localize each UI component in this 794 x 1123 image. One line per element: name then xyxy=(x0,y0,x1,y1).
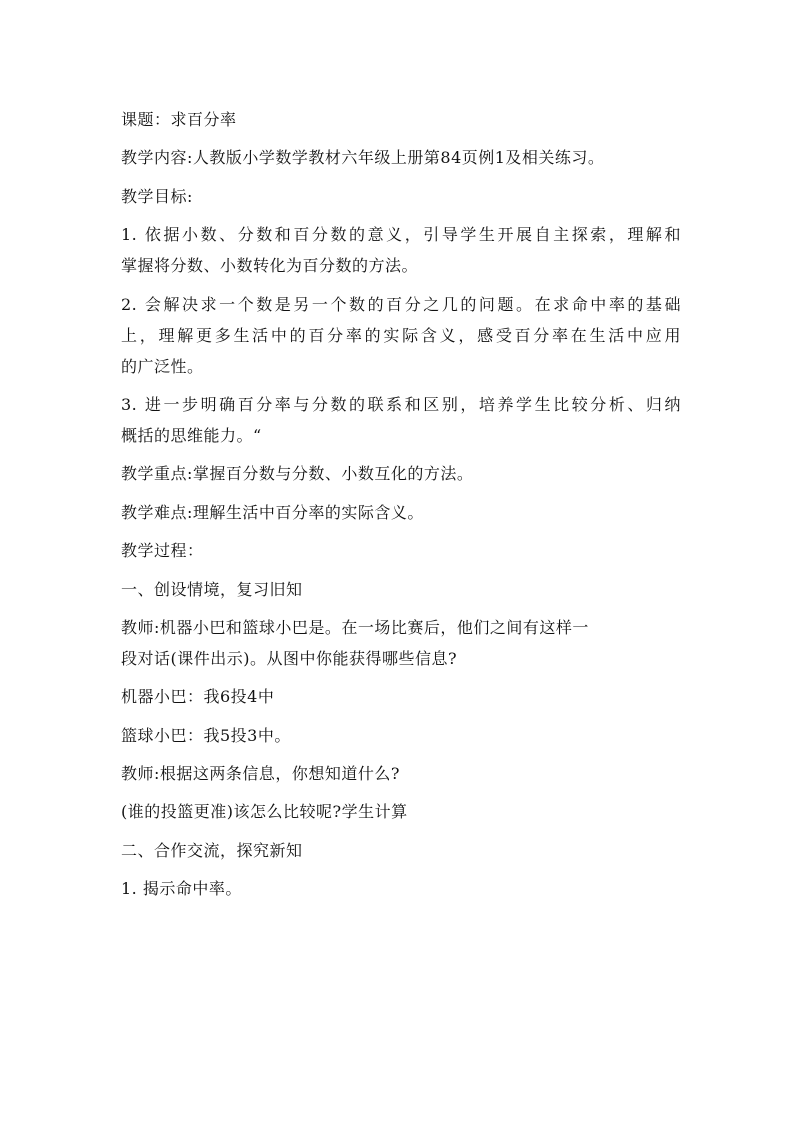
goal-3 xyxy=(121,389,681,451)
step-1 xyxy=(121,873,681,904)
text-line: 3. 进一步明确百分率与分数的联系和区别，培养学生比较分析、归纳 xyxy=(121,394,681,414)
text-line: 一、创设情境，复习旧知 xyxy=(121,579,303,599)
basketball-dialogue xyxy=(121,720,681,751)
text-line: 1. 依据小数、分数和百分数的意义，引导学生开展自主探索，理解和 xyxy=(121,225,681,245)
section-2-heading xyxy=(121,835,681,866)
text-line: 教学重点:掌握百分数与分数、小数互化的方法。 xyxy=(121,464,474,484)
teaching-difficulty xyxy=(121,497,681,528)
goal-2 xyxy=(121,289,681,382)
text-line: 掌握将分数、小数转化为百分数的方法。 xyxy=(121,256,419,276)
teaching-goals-heading xyxy=(121,181,681,212)
text-line: 段对话(课件出示)。从图中你能获得哪些信息? xyxy=(121,648,458,668)
text-line: 教学内容:人教版小学数学教材六年级上册第84页例1及相关练习。 xyxy=(121,148,605,168)
teacher-question xyxy=(121,758,681,789)
text-line: 2. 会解决求一个数是另一个数的百分之几的问题。在求命中率的基础 xyxy=(121,294,681,314)
comparison-prompt xyxy=(121,796,681,827)
document-body xyxy=(121,104,681,904)
text-line: 概括的思维能力。“ xyxy=(121,425,262,445)
teaching-content xyxy=(121,142,681,173)
robot-dialogue xyxy=(121,681,681,712)
text-line: 的广泛性。 xyxy=(121,356,204,376)
teaching-key-point xyxy=(121,458,681,489)
text-line: 教师:机器小巴和篮球小巴是。在一场比赛后，他们之间有这样一 xyxy=(121,617,589,637)
text-line: 教学目标: xyxy=(121,186,193,206)
text-line: 机器小巴：我6投4中 xyxy=(121,687,275,707)
teaching-process-heading xyxy=(121,535,681,566)
text-line: 教学过程： xyxy=(121,541,204,561)
text-line: 课题：求百分率 xyxy=(121,110,237,129)
text-line: 1. 揭示命中率。 xyxy=(121,879,242,899)
section-1-heading xyxy=(121,574,681,605)
text-line: 上，理解更多生活中的百分率的实际含义，感受百分率在生活中应用 xyxy=(121,325,681,345)
teacher-intro xyxy=(121,612,681,674)
text-line: 教师:根据这两条信息，你想知道什么? xyxy=(121,764,400,784)
text-line: (谁的投篮更准)该怎么比较呢?学生计算 xyxy=(121,802,408,822)
goal-1 xyxy=(121,219,681,281)
text-line: 篮球小巴：我5投3中。 xyxy=(121,725,291,745)
lesson-title xyxy=(121,104,681,135)
text-line: 教学难点:理解生活中百分率的实际含义。 xyxy=(121,502,424,522)
text-line: 二、合作交流，探究新知 xyxy=(121,840,303,860)
